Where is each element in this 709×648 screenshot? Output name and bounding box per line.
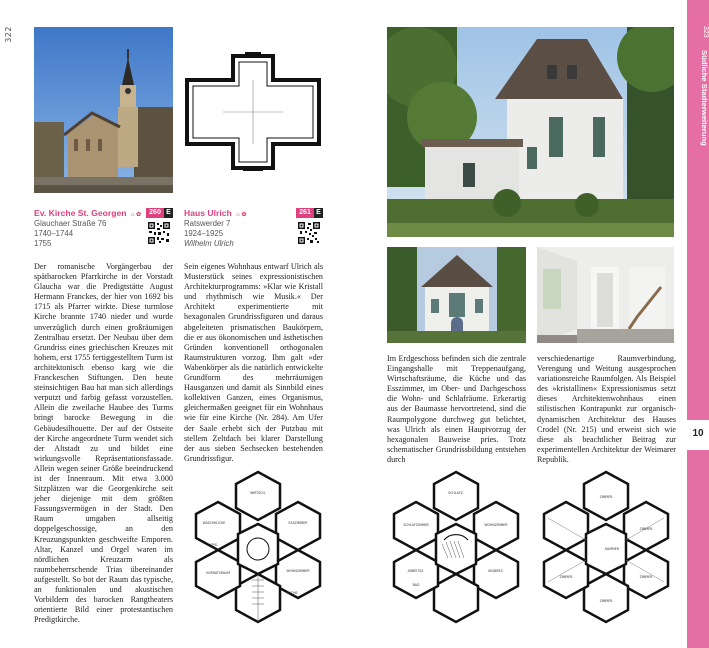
haus-ulrich-photo xyxy=(387,27,674,237)
entry-address: Ratswerder 7 xyxy=(184,219,231,228)
entry-meta-260 xyxy=(34,219,106,250)
text-column-2: Sein eigenes Wohnhaus entwarf Ulrich als Musterstück seines expressionistischen Architekturprogramms: »Klar wie Kristall und rhythmisch wie Musik.« Der Architekt experimentierte mit hexagonalen Grundrissfiguren und daraus abgeleiteten prismatischen Baukörpern, die er aus ökonomischen und ästhetischen Gründen konventionell orthogonalen Raumstrukturen vorzog. Ihm galt »der Wabenkörper als die natürlich entwickelte Grundform des mehrräumigen Hausganzen und damit als Sinnbild eines kollektiven Ganzen, eines Organismus, gleichermaßen geeignet für ein Wohnhaus wie für eine Kirche (Nr. 284). Am Ufer der Saale erhebt sich der Putzbau mit stellem Zeltdach bei klarer Darstellung der aus sieben Sechsecken bestehenden Grundrissfigur. xyxy=(184,262,323,463)
entry-architect: Wilhelm Ulrich xyxy=(184,239,234,249)
entry-years-tower: 1755 xyxy=(34,239,52,249)
running-head: Südliche Stadterweiterung xyxy=(700,50,709,146)
plan-label: ARBEITSZ. xyxy=(407,569,425,573)
e-badge: E xyxy=(314,208,323,218)
qr-code-icon xyxy=(148,222,170,244)
plan-label: SCHLAFZ. xyxy=(448,491,464,495)
entry-number-badge: 261 xyxy=(296,208,314,218)
hexagon-floor-plan-attic xyxy=(540,468,672,628)
plan-label: BAD xyxy=(412,583,420,587)
chapter-number: 10 xyxy=(692,428,704,439)
plan-label: ESSZIMMER xyxy=(288,521,308,525)
plan-label: ZIMMER xyxy=(559,575,573,579)
plan-label: VORRATSRAUM xyxy=(205,571,231,575)
text-column-3: Im Erdgeschoss befinden sich die zentrale Eingangshalle mit Treppenaufgang, Wirtschaftsräume, die Küche und das Esszimmer, im Ober- und Dachgeschoss die Wohn- und Schlafräume. Erkerartig aus der Baumasse hervortretend, sind die Raumpolygone durchweg gut belichtet, was Ulrich als einen Hauptvorzug der hexagonalen Bauweise pries. Trotz schematischer Grundrissbildung entstehen durch xyxy=(387,354,526,464)
entry-title-260 xyxy=(34,208,141,218)
e-badge: E xyxy=(164,208,173,218)
entry-title-text: Haus Ulrich xyxy=(184,208,232,218)
haus-ulrich-interior-photo xyxy=(537,247,674,343)
entry-years: 1740–1744 xyxy=(34,229,74,239)
left-page-number: 322 xyxy=(4,26,13,43)
plan-label: SPIS. xyxy=(210,543,218,547)
hexagon-floor-plan-upper xyxy=(390,468,522,628)
plan-label: WASCHKÜCHE xyxy=(202,521,226,525)
plan-label: ZIMMER xyxy=(599,495,613,499)
right-page-number: 323 xyxy=(702,26,709,38)
symbol-icons: ⌂ ✿ xyxy=(130,212,142,218)
text-column-4: verschiedenartige Raumverbindung, Verengung und Weitung ausgesprochen variationsreiche Raumfolgen. Als Beispiel des »kristallinen« Expressionismus setzt dieses Architektenwohnhaus einen stilistischen Kontrapunkt zur organisch-dynamischen Architektur des Hauses Crodel (Nr. 215) und erweist sich wie diese als beachtlicher Beitrag zur experimentellen Architektur der Weimarer Republik. xyxy=(537,354,676,464)
church-floor-plan xyxy=(183,50,323,172)
entry-title-261 xyxy=(184,208,246,218)
entry-title-text: Ev. Kirche St. Georgen xyxy=(34,208,127,218)
plan-label: KAMMER xyxy=(605,547,619,551)
hexagon-floor-plan-ground xyxy=(192,468,324,628)
haus-ulrich-facade-photo xyxy=(387,247,526,343)
entry-number-badge: 260 xyxy=(146,208,164,218)
plan-label: ZIMMER xyxy=(599,599,613,603)
plan-label: ZIMMER xyxy=(639,527,653,531)
chapter-side-tab xyxy=(687,0,709,648)
plan-label: KÜCHE xyxy=(286,591,298,595)
entry-meta-261 xyxy=(184,219,234,250)
entry-address: Glauchaer Straße 76 xyxy=(34,219,107,228)
plan-label: ZIMMER xyxy=(639,575,653,579)
church-photo xyxy=(34,27,173,193)
qr-code-icon xyxy=(298,222,320,244)
plan-label: WOHNZIMMER xyxy=(286,569,310,573)
symbol-icons: ⌂ ✿ xyxy=(236,212,247,218)
entry-years: 1924–1925 xyxy=(184,229,224,239)
plan-label: WIRTSCH. xyxy=(250,491,266,495)
text-column-1: Der romanische Vorgängerbau der spätbarocken Pfarrkirche in der Vorstadt Glaucha war die Predigtstätte August Hermann Franckes, der hier von 1692 bis 1715 als Pfarrer wirkte. Diese turmlose Kirche brannte 1740 nieder und wurde unverzüglich durch einen großräumigen Zentralbau ersetzt. Der Neubau über dem Grundriss eines griechischen Kreuzes mit hohem, erst 1755 fertiggestelltem Turm ist architektonisch ebenso karg wie die Franckeschen Stiftungen. Den heute steinsichtigen Bau hat man sich allerdings verputzt und farbig gefasst vorzustellen. Allein die zweilache Haubee des Turms bringt barocke Bewegung in die Gebäudesilhouette. Der auf der Ostseite der Kirche angeordnete Turm wendet sich der Altstadt zu und bildet eine wirkungsvolle Repräsentationsfassade. Allein wegen seiner Größe beeindruckend ist der Innenraum. Mit etwa 3.000 Sitzplätzen war die Georgenkirche seit jeher diejenige mit dem größten Fassungsvermögen in der Stadt. Den Raum umgaben allseitig doppelgeschossige, an den Kreuzungspunkten geschweifte Emporen. Altar, Kanzel und Orgel waren im nördlichen Kreuzarm als raumbeherrschende Trias übereinander aufgestellt. So bot der Raum das typische, an funktionalen und akustischen Vorbildern des barocken Rangtheaters orientierte Bild einer protestantischen Predigtkirche. xyxy=(34,262,173,625)
plan-label: SCHLAFZIMMER xyxy=(403,523,429,527)
plan-label: WOHNZIMMER xyxy=(484,523,508,527)
plan-label: KINDERZ. xyxy=(488,569,504,573)
